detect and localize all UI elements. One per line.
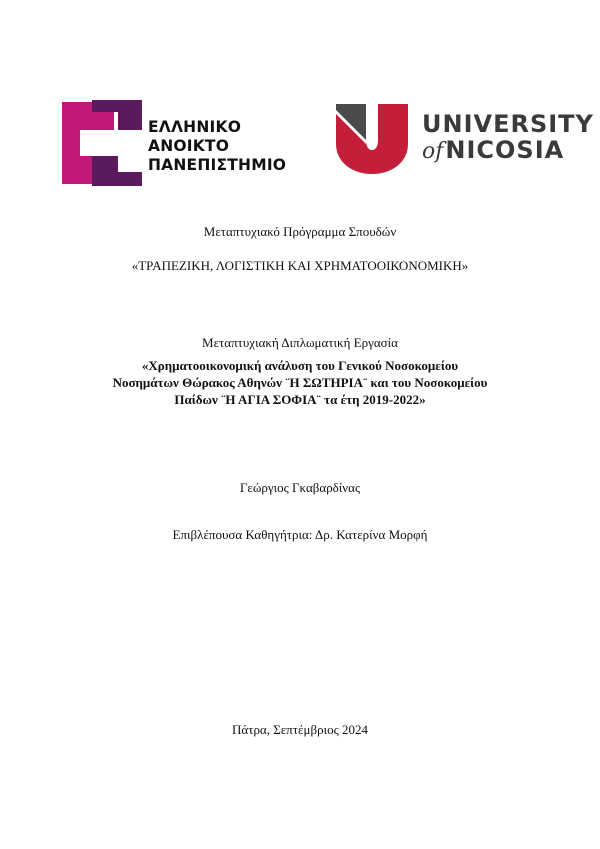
thesis-title-line-1: «Χρηματοοικονομική ανάλυση του Γενικού Νοσοκομείου <box>141 358 459 373</box>
eap-logo-text <box>148 118 286 175</box>
thesis-title <box>0 357 600 408</box>
thesis-title-line-2: Νοσημάτων Θώρακος Αθηνών ¨Η ΣΩΤΗΡΙΑ¨ και του Νοσοκομείου <box>112 375 488 390</box>
supervisor: Επιβλέπουσα Καθηγήτρια: Δρ. Κατερίνα Μορφή <box>172 527 428 542</box>
thesis-label: Μεταπτυχιακή Διπλωματική Εργασία <box>202 335 398 350</box>
unic-logo <box>334 100 594 180</box>
author-name: Γεώργιος Γκαβαρδίνας <box>239 480 361 495</box>
eap-logo-line-2: ΑΝΟΙΚΤΟ <box>148 137 230 155</box>
unic-logo-line-2 <box>422 137 594 165</box>
unic-logo-text <box>422 111 594 165</box>
program-label: Μεταπτυχιακό Πρόγραμμα Σπουδών <box>203 224 397 239</box>
thesis-title-line-3: Παίδων ¨Η ΑΓΙΑ ΣΟΦΙΑ¨ τα έτη 2019-2022» <box>174 392 426 407</box>
eap-emblem-icon <box>62 100 148 186</box>
unic-logo-nicosia: NICOSIA <box>445 136 565 164</box>
place-date: Πάτρα, Σεπτέμβριος 2024 <box>232 722 368 737</box>
eap-logo-line-3: ΠΑΝΕΠΙΣΤΗΜΙΟ <box>148 156 287 174</box>
program-name: «ΤΡΑΠΕΖΙΚΗ, ΛΟΓΙΣΤΙΚΗ ΚΑΙ ΧΡΗΜΑΤΟΟΙΚΟΝΟΜΙΚΗ» <box>131 258 469 273</box>
unic-logo-of: of <box>422 139 444 164</box>
unic-logo-line-1: UNIVERSITY <box>422 110 594 138</box>
eap-logo-line-1: ΕΛΛΗΝΙΚΟ <box>148 118 242 136</box>
unic-shield-icon <box>334 100 410 176</box>
eap-logo <box>62 100 294 186</box>
